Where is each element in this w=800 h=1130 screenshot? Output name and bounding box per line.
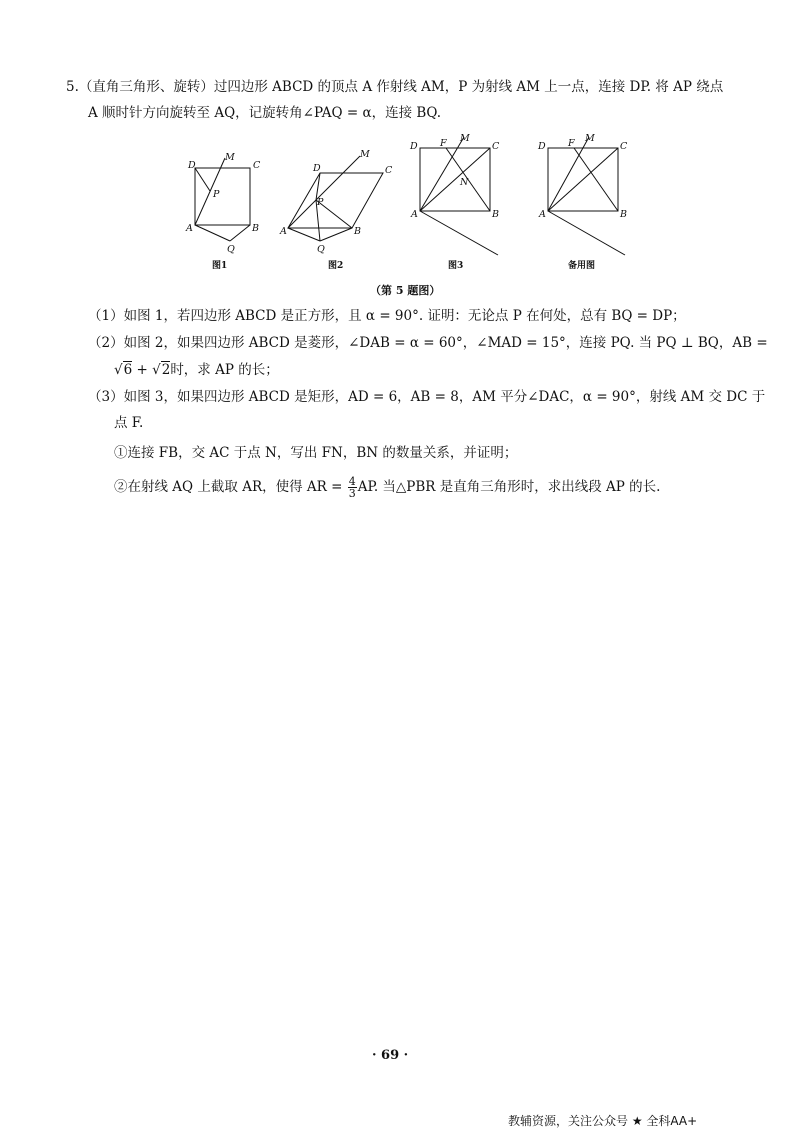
geometry-figures [180, 133, 650, 273]
fig4-label-d: D [538, 141, 546, 152]
fig4-label-f: F [568, 138, 575, 149]
fig3-label-d: D [410, 141, 418, 152]
fig3-caption: 图3 [448, 261, 464, 271]
fig4-ray-aq [548, 211, 625, 255]
fig2-bq [320, 228, 352, 241]
plus-sign: + [132, 362, 153, 378]
fig4-label-b: B [620, 209, 627, 220]
fig2-rhombus [288, 173, 383, 228]
fig1-label-c: C [253, 160, 261, 171]
intro-line-1: 5.（直角三角形、旋转）过四边形 ABCD 的顶点 A 作射线 AM，P 为射线 AM 上一点，连接 DP. 将 AP 绕点 [66, 79, 724, 95]
fig2-label-b: B [354, 226, 361, 237]
fig3-label-c: C [492, 141, 500, 152]
fig3-label-b: B [492, 209, 499, 220]
fig4-fb [574, 148, 618, 211]
fig1-bq [230, 225, 250, 241]
page-number: · 69 · [372, 1048, 409, 1063]
fig3-ac [420, 148, 490, 211]
fig3-label-n: N [460, 177, 469, 188]
figure-caption: （第 5 题图） [370, 284, 441, 297]
part-3-line-1: （3）如图 3，如果四边形 ABCD 是矩形，AD = 6，AB = 8，AM 平分∠DAC，α = 90°，射线 AM 交 DC 于 [88, 389, 766, 405]
sqrt-6: 6 [123, 362, 133, 378]
sqrt-2: 2 [161, 362, 171, 378]
fig2-label-p: P [317, 197, 324, 208]
fig3-label-f: F [440, 138, 447, 149]
fig2-label-c: C [385, 165, 393, 176]
sub-question-1: ①连接 FB，交 AC 于点 N，写出 FN，BN 的数量关系，并证明； [114, 445, 518, 461]
fig1-label-q: Q [227, 244, 235, 255]
fig4-caption: 备用图 [568, 261, 596, 271]
part-2-ask: 时，求 AP 的长； [170, 362, 279, 378]
fig1-label-a: A [186, 223, 193, 234]
fig4-ac [548, 148, 618, 211]
fig4-label-c: C [620, 141, 628, 152]
fig2-ray-am [288, 156, 360, 228]
fig1-label-b: B [252, 223, 259, 234]
fraction-4-3 [348, 476, 357, 499]
fig3-ray-aq [420, 211, 498, 255]
footer-watermark: 教辅资源，关注公众号 ★ 全科AA+ [508, 1114, 698, 1128]
fig2-caption: 图2 [328, 261, 344, 271]
fig1-aq [195, 225, 230, 241]
frac-den: 3 [348, 487, 356, 500]
fig1-label-m: M [225, 152, 235, 163]
fig2-label-q: Q [317, 244, 325, 255]
part-2-line-1: （2）如图 2，如果四边形 ABCD 是菱形，∠DAB = α = 60°，∠MAD = 15°，连接 PQ. 当 PQ ⊥ BQ，AB = [88, 335, 768, 351]
fig2-label-a: A [280, 226, 287, 237]
fig2-aq [288, 228, 320, 241]
sub-2-before: ②在射线 AQ 上截取 AR，使得 AR = [114, 479, 347, 495]
fig4-label-m: M [585, 133, 595, 144]
figures-row [180, 133, 650, 273]
fig1-square [195, 168, 250, 225]
sub-question-2 [114, 476, 660, 499]
part-1: （1）如图 1，若四边形 ABCD 是正方形，且 α = 90°. 证明：无论点 P 在何处，总有 BQ = DP； [88, 308, 686, 324]
part-3-line-2: 点 F. [114, 415, 144, 431]
fig1-label-d: D [188, 160, 196, 171]
fig4-label-a: A [539, 209, 546, 220]
frac-num: 4 [348, 475, 356, 488]
fig1-dp [195, 168, 210, 191]
fig2-label-d: D [313, 163, 321, 174]
part-2-line-2: √6 + √2时，求 AP 的长； [114, 362, 279, 378]
fig3-label-a: A [411, 209, 418, 220]
intro-line-2: A 顺时针方向旋转至 AQ，记旋转角∠PAQ = α，连接 BQ. [88, 105, 442, 121]
fig1-label-p: P [213, 189, 220, 200]
sub-2-after: AP. 当△PBR 是直角三角形时，求出线段 AP 的长. [357, 479, 661, 495]
fig2-label-m: M [360, 149, 370, 160]
fig1-caption: 图1 [212, 261, 228, 271]
fig3-label-m: M [460, 133, 470, 144]
